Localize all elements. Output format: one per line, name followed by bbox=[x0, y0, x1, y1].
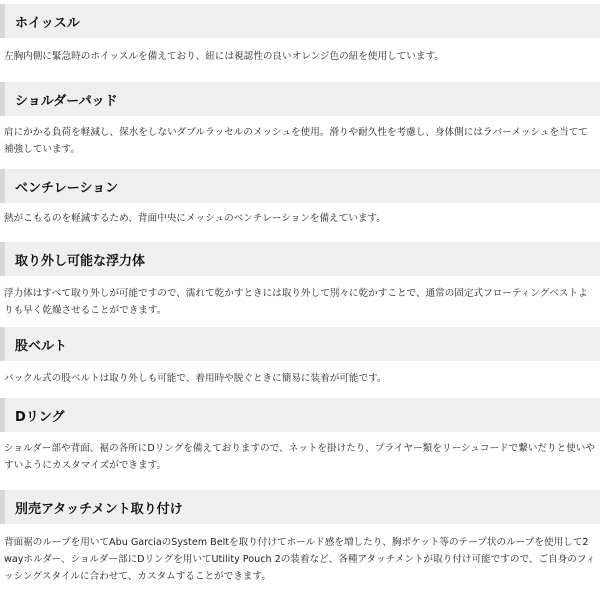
section-body: 左胸内側に緊急時のホイッスルを備えており、紐には視認性の良いオレンジ色の紐を使用しています。 bbox=[4, 51, 444, 62]
section-heading: 別売アタッチメント取り付け bbox=[0, 490, 600, 524]
section-body: 浮力体はすべて取り外しが可能ですので、濡れて乾かすときには取り外して別々に乾かすことで、通常の固定式フローティングベストよりも早く乾燥させることができます。 bbox=[4, 288, 588, 316]
section-body: バックル式の股ベルトは取り外しも可能で、着用時や脱ぐときに簡易に装着が可能です。 bbox=[4, 373, 387, 384]
section-body: 背面裾のループを用いてAbu GarciaのSystem Beltを取り付けてホールド感を増したり、胸ポケット等のテープ状のループを使用して2wayホルダー、ショルダー部にDリングを用いてUtility Pouch 2の装着など、各種アタッチメントが取り付け可能ですので、ご自身のフィッシングスタイルに合わせて、カスタムすることができます。 bbox=[4, 537, 596, 582]
feature-section-ventilation bbox=[0, 169, 600, 227]
feature-section-shoulder-pad bbox=[0, 82, 600, 158]
feature-section-removable-buoyancy bbox=[0, 242, 600, 319]
section-heading: ホイッスル bbox=[0, 4, 600, 38]
feature-section-crotch-belt bbox=[0, 327, 600, 387]
section-heading: ベンチレーション bbox=[0, 169, 600, 203]
feature-section-d-ring bbox=[0, 398, 600, 474]
section-heading: 股ベルト bbox=[0, 327, 600, 361]
section-body: 熱がこもるのを軽減するため、背面中央にメッシュのベンチレーションを備えています。 bbox=[4, 213, 386, 224]
section-heading: ショルダーパッド bbox=[0, 82, 600, 116]
section-body: 肩にかかる負荷を軽減し、保水をしないダブルラッセルのメッシュを使用。滑りや耐久性を考慮し、身体側にはラバーメッシュを当てて補強しています。 bbox=[4, 127, 588, 155]
section-heading: Dリング bbox=[0, 398, 600, 432]
section-heading: 取り外し可能な浮力体 bbox=[0, 242, 600, 276]
feature-section-optional-attachments bbox=[0, 490, 600, 585]
feature-section-whistle bbox=[0, 4, 600, 65]
section-body: ショルダー部や背面、裾の各所にDリングを備えておりますので、ネットを掛けたり、プライヤー類をリーシュコードで繋いだりと使いやすいようにカスタマイズができます。 bbox=[4, 443, 595, 471]
